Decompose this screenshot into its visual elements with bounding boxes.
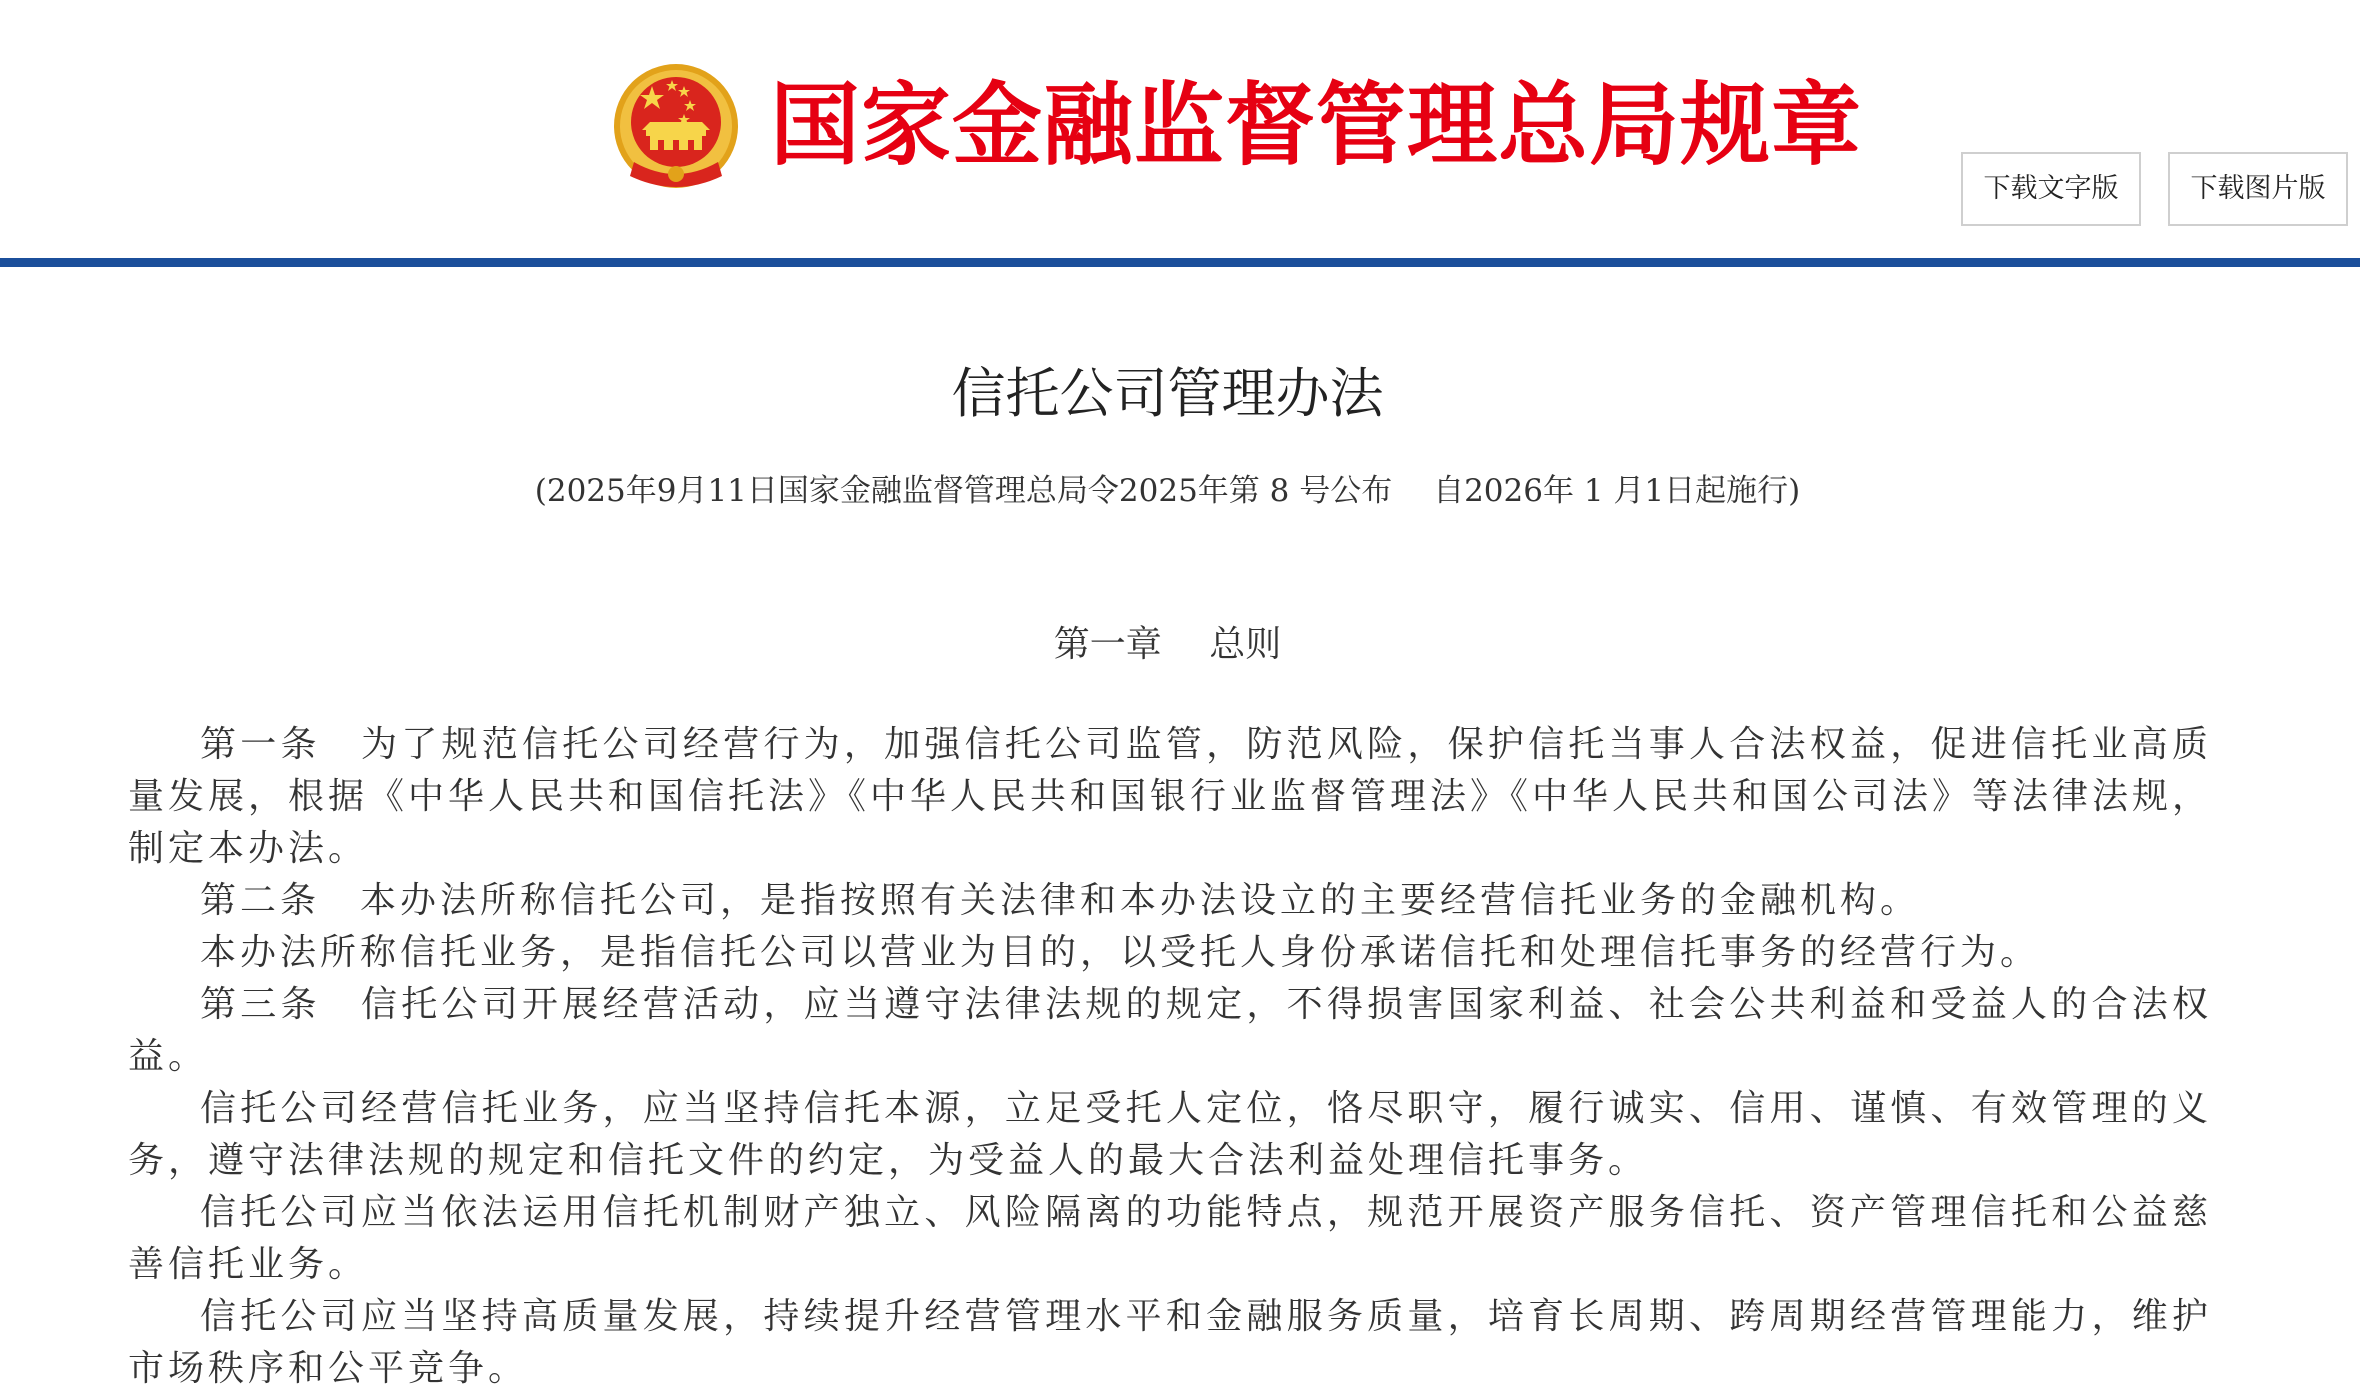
site-title: 国家金融监督管理总局规章 bbox=[770, 73, 1862, 178]
paragraph: 第二条 本办法所称信托公司，是指按照有关法律和本办法设立的主要经营信托业务的金融机构。 bbox=[200, 880, 1921, 921]
download-image-version-button[interactable]: 下载图片版 bbox=[2168, 152, 2348, 226]
document-body bbox=[128, 719, 2212, 1395]
national-emblem-icon bbox=[612, 62, 740, 194]
site-header bbox=[0, 0, 2360, 258]
chapter-heading: 第一章 总则 bbox=[1053, 624, 1282, 665]
paragraph: 信托公司应当坚持高质量发展，持续提升经营管理水平和金融服务质量，培育长周期、跨周期经营管理能力，维护市场秩序和公平竞争。 bbox=[128, 1296, 2212, 1389]
paragraph: 第三条 信托公司开展经营活动，应当遵守法律法规的规定，不得损害国家利益、社会公共利益和受益人的合法权益。 bbox=[128, 984, 2212, 1077]
paragraph: 信托公司经营信托业务，应当坚持信托本源，立足受托人定位，恪尽职守，履行诚实、信用、谨慎、有效管理的义务，遵守法律法规的规定和信托文件的约定，为受益人的最大合法利益处理信托事务。 bbox=[128, 1088, 2212, 1181]
header-divider bbox=[0, 258, 2360, 267]
paragraph: 信托公司应当依法运用信托机制财产独立、风险隔离的功能特点，规范开展资产服务信托、资产管理信托和公益慈善信托业务。 bbox=[128, 1192, 2212, 1285]
paragraph: 第一条 为了规范信托公司经营行为，加强信托公司监管，防范风险，保护信托当事人合法权益，促进信托业高质量发展，根据《中华人民共和国信托法》《中华人民共和国银行业监督管理法》《中华人民共和国公司法》等法律法规，制定本办法。 bbox=[128, 724, 2213, 869]
paragraph: 本办法所称信托业务，是指信托公司以营业为目的，以受托人身份承诺信托和处理信托事务的经营行为。 bbox=[200, 932, 2041, 973]
document-title: 信托公司管理办法 bbox=[951, 362, 1384, 425]
document-subtitle: (2025年9月11日国家金融监督管理总局令2025年第 8 号公布 自2026年 1 月1日起施行) bbox=[534, 473, 1801, 509]
download-text-version-button[interactable]: 下载文字版 bbox=[1961, 152, 2141, 226]
